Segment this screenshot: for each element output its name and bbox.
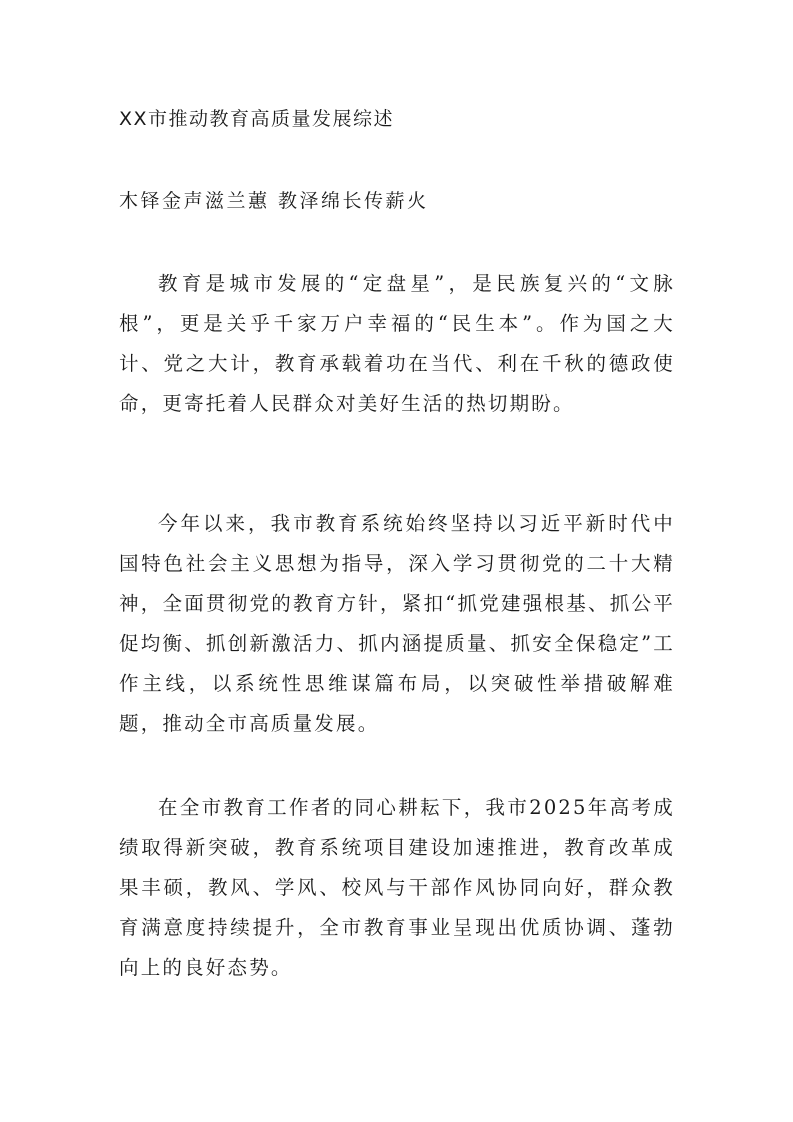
document-title: XX市推动教育高质量发展综述 [119, 108, 395, 130]
document-subtitle: 木铎金声滋兰蕙 教泽绵长传薪火 [119, 190, 429, 212]
paragraph-guidance: 今年以来，我市教育系统始终坚持以习近平新时代中国特色社会主义思想为指导，深入学习贯彻党的二十大精神，全面贯彻党的教育方针，紧扣“抓党建强根基、抓公平促均衡、抓创新激活力、抓内涵提质量、抓安全保稳定”工作主线，以系统性思维谋篇布局，以突破性举措破解难题，推动全市高质量发展。 [119, 512, 675, 735]
paragraph-intro: 教育是城市发展的“定盘星”，是民族复兴的“文脉根”，更是关乎千家万户幸福的“民生本”。作为国之大计、党之大计，教育承载着功在当代、利在千秋的德政使命，更寄托着人民群众对美好生活的热切期盼。 [119, 272, 675, 415]
paragraph-achievements: 在全市教育工作者的同心耕耘下，我市2025年高考成绩取得新突破，教育系统项目建设加速推进，教育改革成果丰硕，教风、学风、校风与干部作风协同向好，群众教育满意度持续提升，全市教育事业呈现出优质协调、蓬勃向上的良好态势。 [119, 796, 675, 979]
